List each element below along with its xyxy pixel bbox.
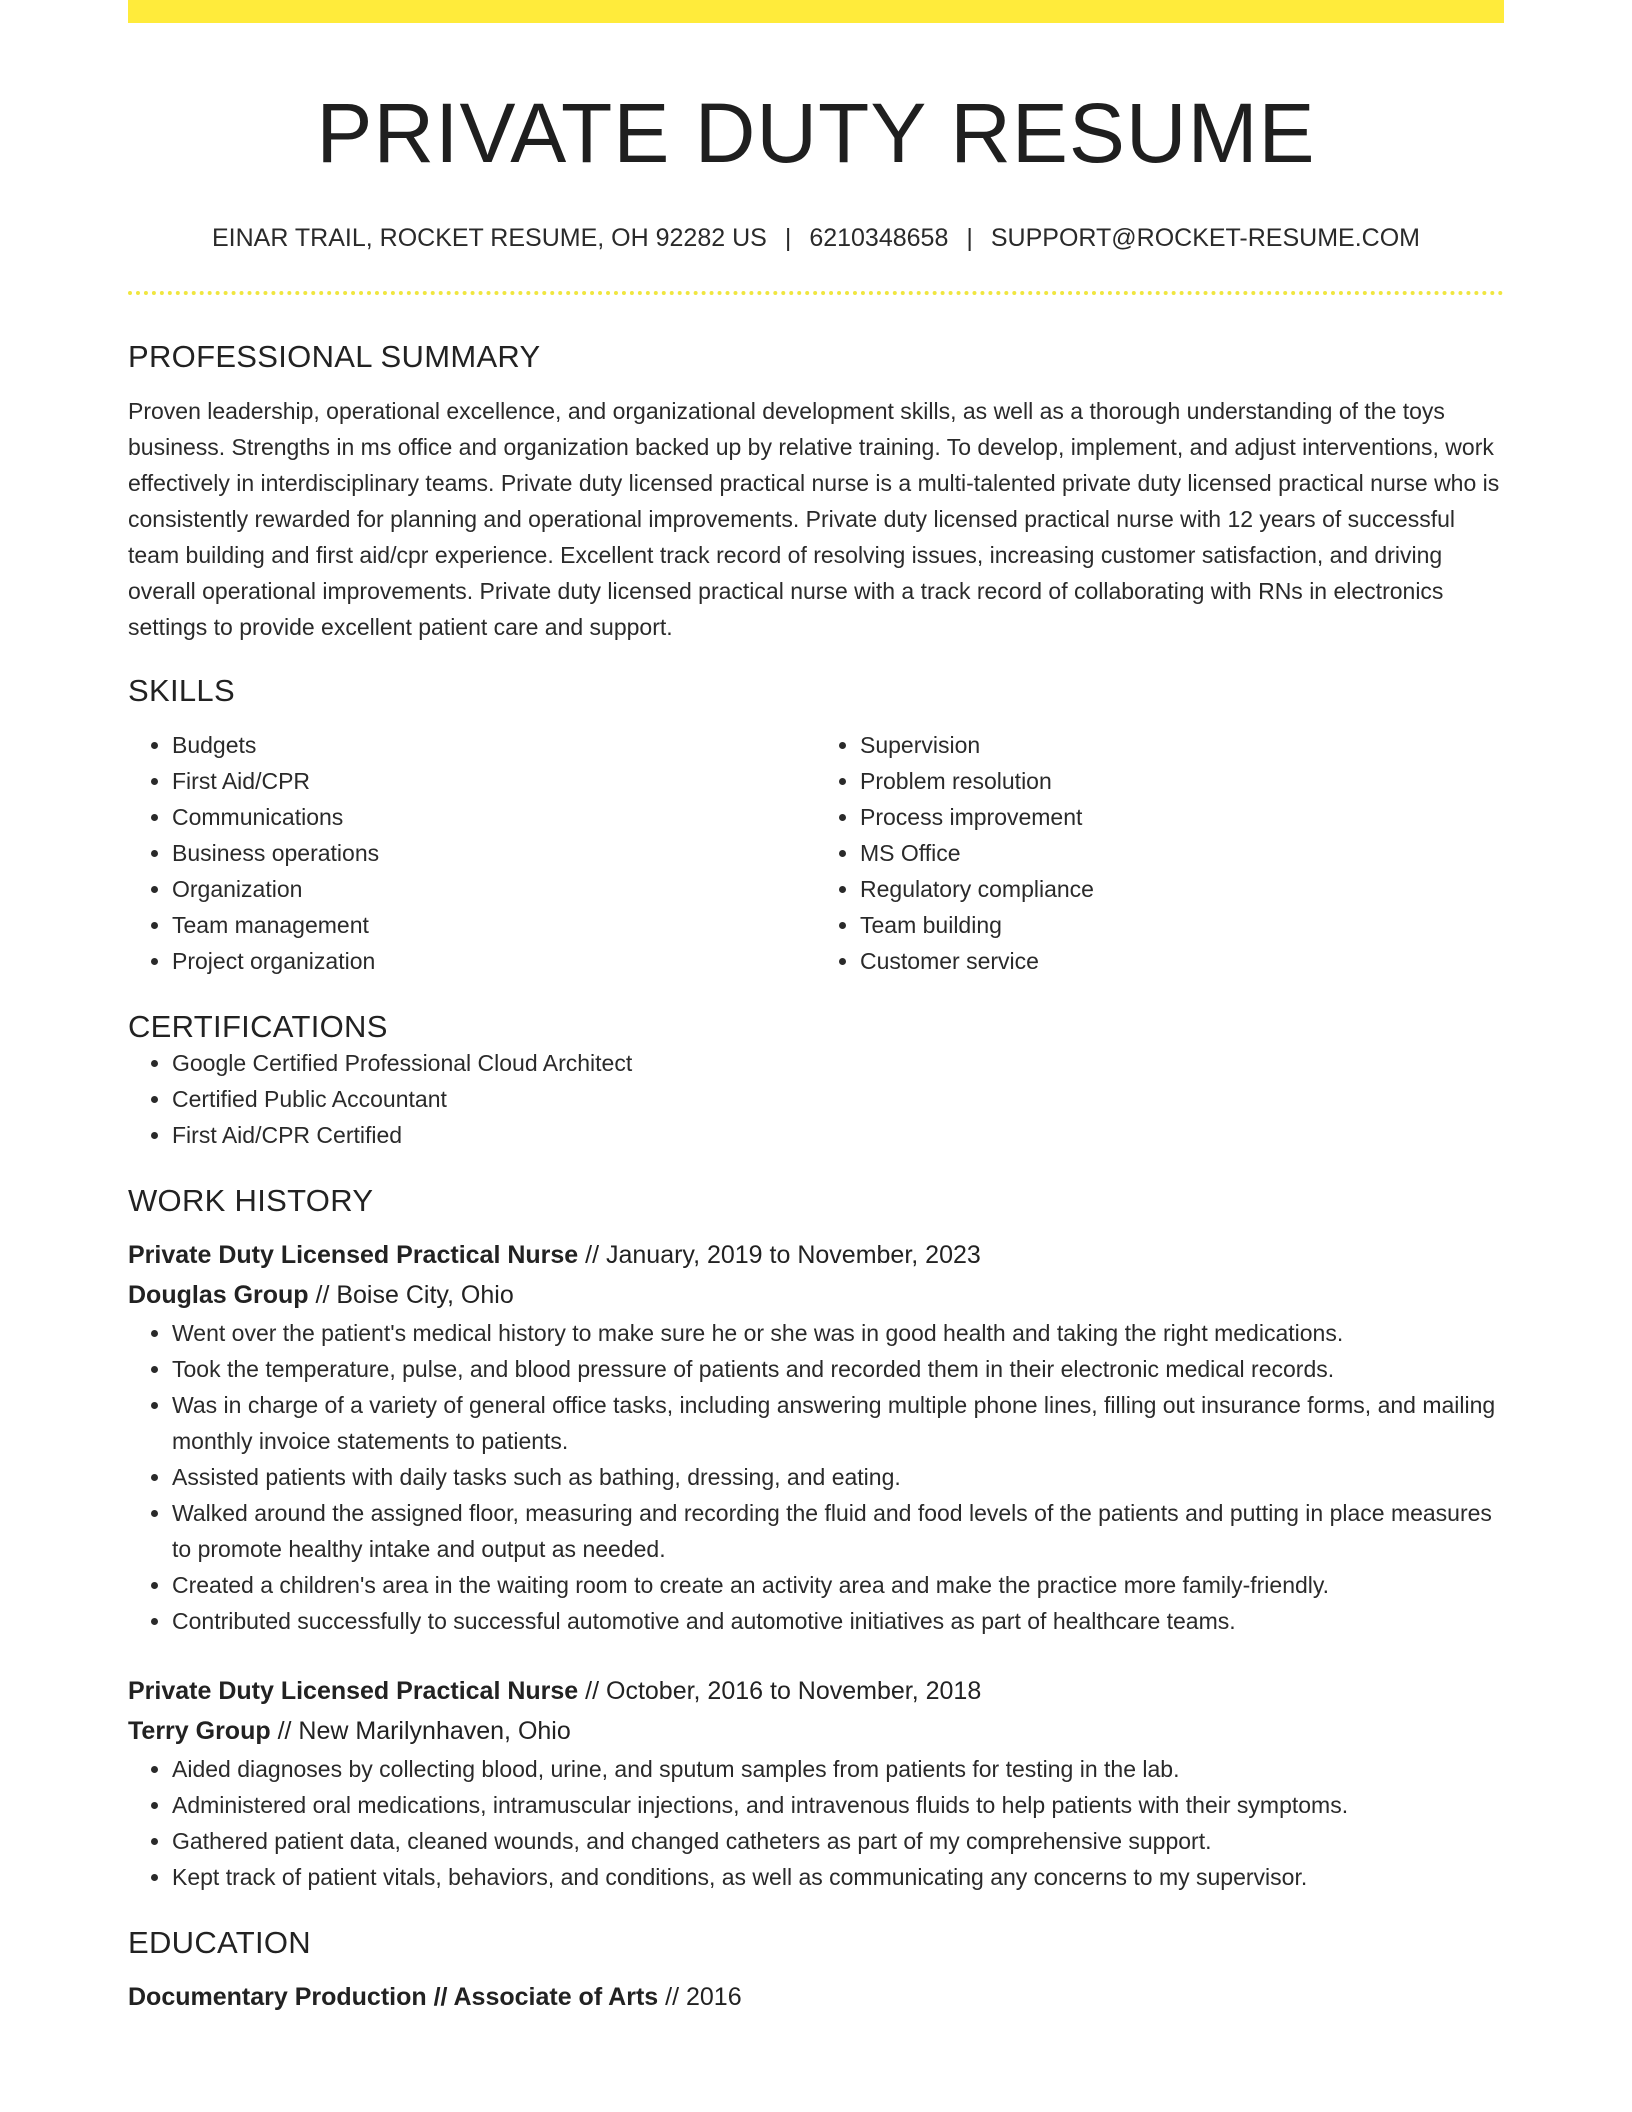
skill-item: • Communications	[172, 799, 816, 835]
education-year: // 2016	[665, 1983, 742, 2012]
job-duty: • Went over the patient's medical history to make sure he or she was in good health and taking the right medications.	[172, 1315, 1504, 1351]
contact-separator: |	[966, 224, 973, 253]
job-duties-list	[128, 1315, 1504, 1639]
job-location: // New Marilynhaven, Ohio	[277, 1717, 571, 1746]
skill-item: • MS Office	[860, 835, 1504, 871]
skill-item: • Business operations	[172, 835, 816, 871]
contact-email: SUPPORT@ROCKET-RESUME.COM	[990, 224, 1420, 253]
certification-item: • First Aid/CPR Certified	[172, 1117, 1504, 1153]
job-duty: • Created a children's area in the waiting room to create an activity area and make the practice more family-friendly.	[172, 1567, 1504, 1603]
certifications-heading: CERTIFICATIONS	[128, 1009, 388, 1045]
education-heading: EDUCATION	[128, 1925, 311, 1961]
job-duty: • Kept track of patient vitals, behaviors, and conditions, as well as communicating any concerns to my supervisor.	[172, 1859, 1504, 1895]
job-role: Private Duty Licensed Practical Nurse	[128, 1241, 579, 1270]
skill-item: • Project organization	[172, 943, 816, 979]
job-duty: • Gathered patient data, cleaned wounds, and changed catheters as part of my comprehensive support.	[172, 1823, 1504, 1859]
skill-item: • First Aid/CPR	[172, 763, 816, 799]
job-dates: // January, 2019 to November, 2023	[585, 1241, 981, 1270]
skills-column-left	[128, 727, 816, 979]
job-location: // Boise City, Ohio	[315, 1281, 514, 1310]
certification-item: • Certified Public Accountant	[172, 1081, 1504, 1117]
accent-bar	[128, 0, 1504, 23]
summary-text: Proven leadership, operational excellence, and organizational development skills, as well as a thorough understanding of the toys business. Strengths in ms office and organization backed up by relative training. To develop, implement, and adjust interventions, work effectively in interdisciplinary teams. Private duty licensed practical nurse is a multi-talented private duty licensed practical nurse who is consistently rewarded for planning and operational improvements. Private duty licensed practical nurse with 12 years of successful team building and first aid/cpr experience. Excellent track record of resolving issues, increasing customer satisfaction, and driving overall operational improvements. Private duty licensed practical nurse with a track record of collaborating with RNs in electronics settings to provide excellent patient care and support.	[128, 398, 1500, 641]
job-company: Terry Group	[128, 1717, 271, 1746]
contact-line	[128, 223, 1504, 253]
skill-item: • Team building	[860, 907, 1504, 943]
work-history-heading: WORK HISTORY	[128, 1183, 374, 1219]
job-duty: • Aided diagnoses by collecting blood, urine, and sputum samples from patients for testing in the lab.	[172, 1751, 1504, 1787]
job-dates: // October, 2016 to November, 2018	[585, 1677, 982, 1706]
summary-heading: PROFESSIONAL SUMMARY	[128, 339, 541, 375]
job-duty: • Assisted patients with daily tasks such as bathing, dressing, and eating.	[172, 1459, 1504, 1495]
skill-item: • Organization	[172, 871, 816, 907]
job-title-line	[128, 1235, 1504, 1275]
job-duty: • Walked around the assigned floor, measuring and recording the fluid and food levels of the patients and putting in place measures to promote healthy intake and output as needed.	[172, 1495, 1504, 1567]
skill-item: • Supervision	[860, 727, 1504, 763]
skill-item: • Regulatory compliance	[860, 871, 1504, 907]
skill-item: • Problem resolution	[860, 763, 1504, 799]
skill-item: • Team management	[172, 907, 816, 943]
job-title-line	[128, 1671, 1504, 1711]
job-duties-list	[128, 1751, 1504, 1895]
skill-item: • Customer service	[860, 943, 1504, 979]
resume-title: PRIVATE DUTY RESUME	[316, 86, 1316, 180]
contact-phone: 6210348658	[809, 224, 949, 253]
job-duty: • Was in charge of a variety of general office tasks, including answering multiple phone lines, filling out insurance forms, and mailing monthly invoice statements to patients.	[172, 1387, 1504, 1459]
job-role: Private Duty Licensed Practical Nurse	[128, 1677, 579, 1706]
contact-address: EINAR TRAIL, ROCKET RESUME, OH 92282 US	[212, 224, 767, 253]
resume-page	[128, 0, 1504, 2017]
skill-item: • Budgets	[172, 727, 816, 763]
skill-item: • Process improvement	[860, 799, 1504, 835]
job-duty: • Administered oral medications, intramuscular injections, and intravenous fluids to help patients with their symptoms.	[172, 1787, 1504, 1823]
skills-list	[128, 727, 1504, 979]
skills-heading: SKILLS	[128, 673, 235, 709]
education-degree: Documentary Production // Associate of Arts	[128, 1983, 659, 2012]
job-company: Douglas Group	[128, 1281, 309, 1310]
contact-separator: |	[784, 224, 792, 253]
certifications-list	[128, 1045, 1504, 1153]
job-company-line	[128, 1275, 1504, 1315]
education-entry	[128, 1977, 1504, 2017]
certification-item: • Google Certified Professional Cloud Architect	[172, 1045, 1504, 1081]
header-divider	[128, 291, 1504, 295]
job-duty: • Took the temperature, pulse, and blood pressure of patients and recorded them in their electronic medical records.	[172, 1351, 1504, 1387]
job-company-line	[128, 1711, 1504, 1751]
skills-column-right	[816, 727, 1504, 979]
job-duty: • Contributed successfully to successful automotive and automotive initiatives as part of healthcare teams.	[172, 1603, 1504, 1639]
